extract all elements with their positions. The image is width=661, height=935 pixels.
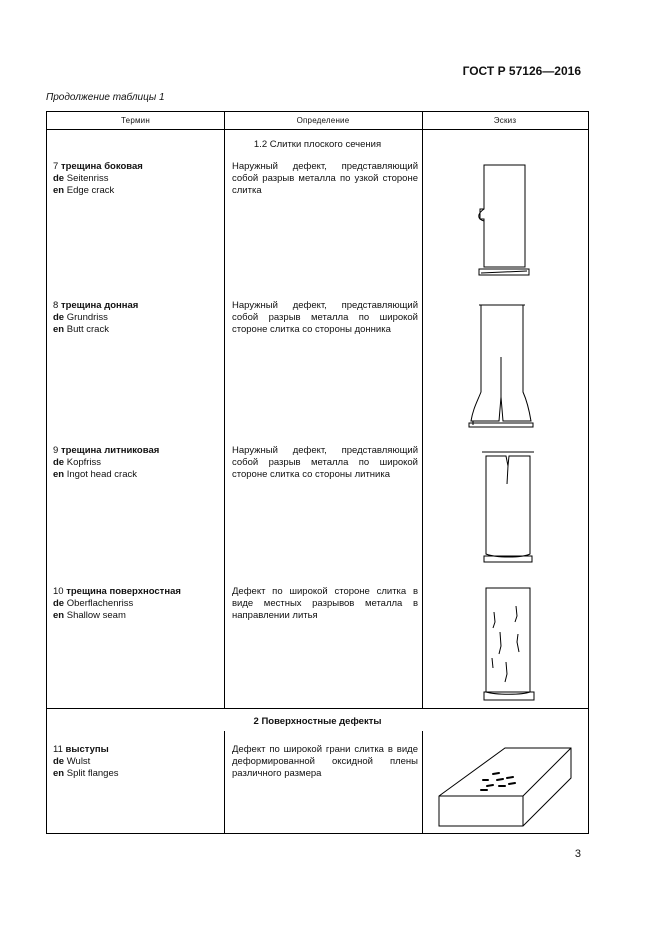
term-de: Wulst <box>66 756 91 767</box>
term-en: Ingot head crack <box>66 469 137 480</box>
section-title-surface-defects: 2 Поверхностные дефекты <box>253 716 382 727</box>
term-en: Butt crack <box>66 324 109 335</box>
term-de: Grundriss <box>66 312 108 323</box>
definition-7: Наружный дефект, представляющий собой разрыв металла по узкой стороне слитка <box>232 161 418 196</box>
term-en: Split flanges <box>66 768 119 779</box>
term-de: Seitenriss <box>66 173 109 184</box>
term-number: 9 <box>53 445 59 456</box>
term-entry-11 <box>53 744 119 780</box>
term-ru: трещина литниковая <box>60 445 160 456</box>
term-de: Kopfriss <box>66 457 102 468</box>
page-number: 3 <box>574 848 581 860</box>
header-divider <box>47 129 588 130</box>
term-en: Edge crack <box>66 185 115 196</box>
term-ru: трещина донная <box>60 300 139 311</box>
lang-de: de <box>53 598 65 609</box>
lang-en: en <box>53 610 65 621</box>
term-number: 7 <box>53 161 59 172</box>
section-title-flat-ingots <box>47 139 588 150</box>
head-crack-sketch-icon <box>472 444 542 569</box>
lang-en: en <box>53 185 65 196</box>
lang-de: de <box>53 756 65 767</box>
lang-de: de <box>53 312 65 323</box>
term-de: Oberflachenriss <box>66 598 134 609</box>
term-en: Shallow seam <box>66 610 126 621</box>
term-ru: выступы <box>65 744 109 755</box>
shallow-seam-sketch-icon <box>472 582 542 707</box>
term-ru: трещина боковая <box>60 161 143 172</box>
definition-11: Дефект по широкой грани слитка в виде деформированной оксидной плены различного размера <box>232 744 418 779</box>
definition-9: Наружный дефект, представляющий собой разрыв металла по широкой стороне слитка со стороны литника <box>232 445 418 480</box>
definition-8: Наружный дефект, представляющий собой разрыв металла по широкой стороне слитка со стороны донника <box>232 300 418 335</box>
column-header-sketch: Эскиз <box>493 116 517 125</box>
definition-10: Дефект по широкой стороне слитка в виде местных разрывов металла в направлении литья <box>232 586 418 621</box>
butt-crack-sketch-icon <box>459 297 544 432</box>
term-number: 11 <box>53 744 63 755</box>
terms-table <box>46 111 589 834</box>
table-caption: Продолжение таблицы 1 <box>46 92 165 103</box>
lang-de: de <box>53 457 65 468</box>
edge-crack-sketch-icon <box>467 159 542 284</box>
lang-de: de <box>53 173 65 184</box>
column-header-definition: Определение <box>296 116 350 125</box>
term-entry-9 <box>53 445 159 481</box>
lang-en: en <box>53 324 65 335</box>
term-entry-10 <box>53 586 181 622</box>
term-number: 8 <box>53 300 59 311</box>
term-entry-7 <box>53 161 143 197</box>
lang-en: en <box>53 469 65 480</box>
term-entry-8 <box>53 300 138 336</box>
lang-en: en <box>53 768 65 779</box>
section-title-text: 1.2 Слитки плоского сечения <box>250 139 385 150</box>
term-number: 10 <box>53 586 64 597</box>
standard-number: ГОСТ Р 57126—2016 <box>462 64 581 78</box>
split-flanges-sketch-icon <box>435 740 577 830</box>
term-ru: трещина поверхностная <box>66 586 181 597</box>
column-header-term: Термин <box>121 116 150 125</box>
